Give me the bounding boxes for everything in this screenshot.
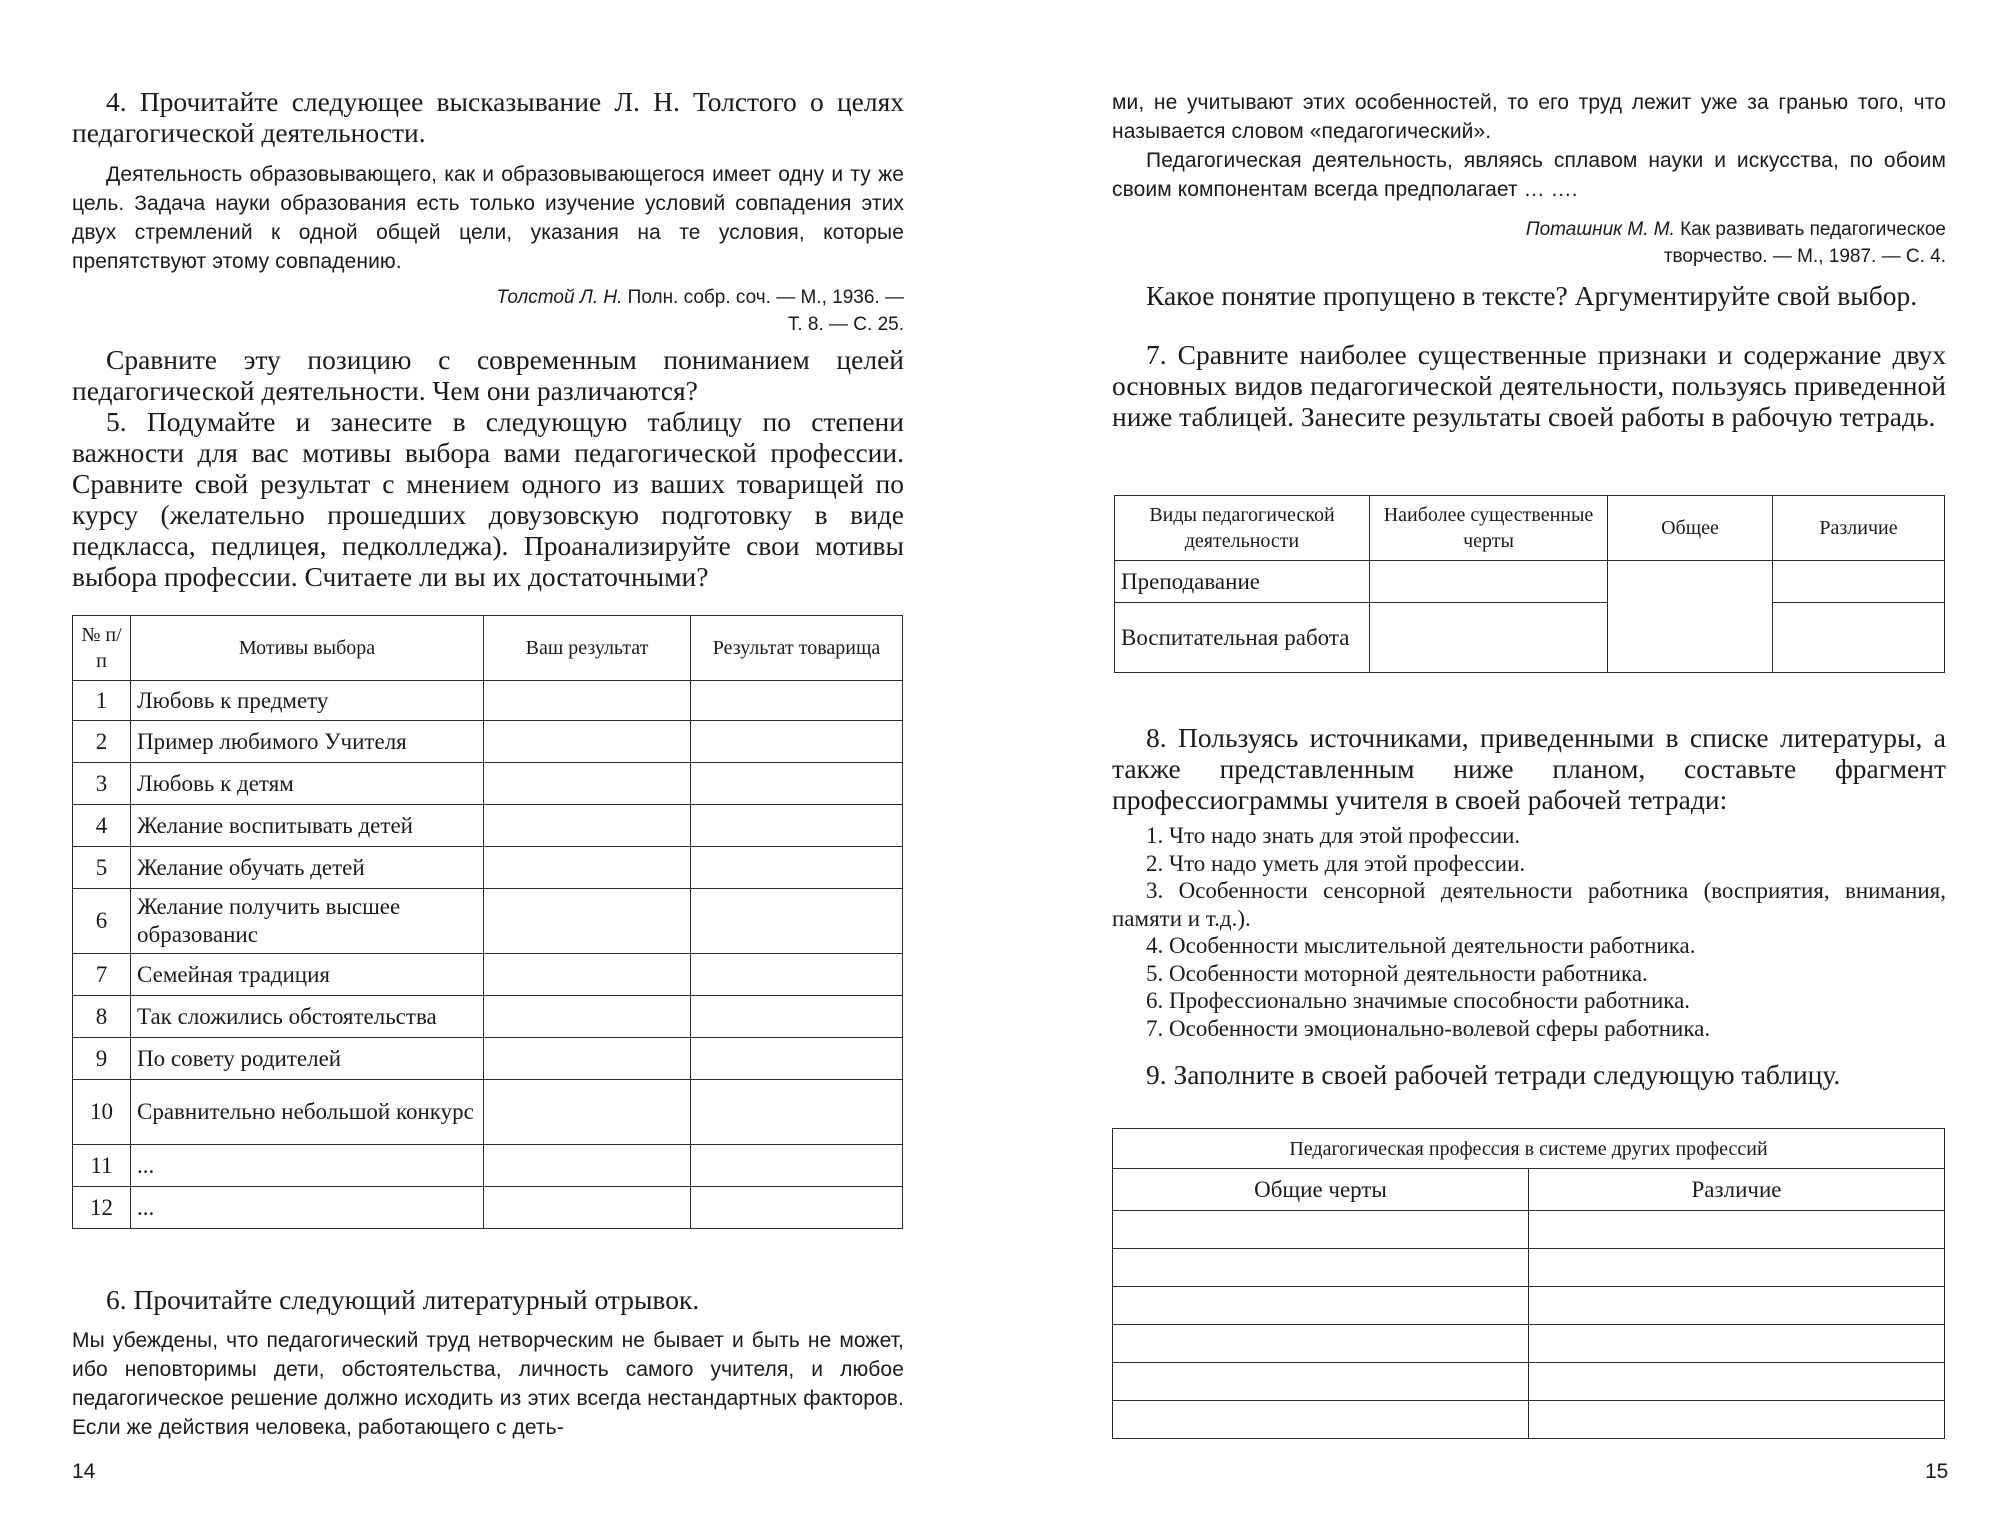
right-page — [1000, 0, 2000, 1524]
header-essential-features: Наиболее существенные черты — [1370, 496, 1608, 561]
table-row — [73, 763, 903, 805]
list-item: 6. Профессионально значимые способности работника. — [1146, 988, 1691, 1013]
profession-table — [1112, 1128, 1945, 1439]
cell-motive: Любовь к детям — [131, 763, 484, 805]
page-number-right: 15 — [1925, 1460, 1949, 1483]
cell-your-result — [484, 889, 691, 954]
table-row — [73, 805, 903, 847]
cell-your-result — [484, 805, 691, 847]
cell-number: 1 — [73, 681, 131, 721]
cell-number: 5 — [73, 847, 131, 889]
page-number-left: 14 — [72, 1460, 96, 1483]
cell-empty — [1773, 603, 1945, 673]
q5-text: 5. Подумайте и занесите в следующую таблицу по степени важности для вас мотивы выбора вами педагогической профессии. Сравните свой результат с мнением одного из ваших товарищей по курсу (желательно прошедших довузовскую подготовку в виде педкласса, педлицея, педколледжа). Проанализируйте свои мотивы выбора профессии. Считаете ли вы их достаточными? — [72, 406, 904, 592]
cell-friend-result — [691, 763, 903, 805]
q4-title: 4. Прочитайте следующее высказывание Л. Н. Толстого о целях педагогической деятельности. — [72, 86, 904, 148]
cell-empty — [1370, 603, 1608, 673]
cell-your-result — [484, 763, 691, 805]
header-activity-types: Виды педагогической деятельности — [1115, 496, 1370, 561]
cell-your-result — [484, 1187, 691, 1229]
header-number: № п/п — [73, 616, 131, 681]
cell-empty — [1529, 1287, 1945, 1325]
q6-continuation: ми, не учитывают этих особенностей, то его труд лежит уже за гранью того, что называется словом «педагогический». — [1112, 91, 1946, 143]
cell-empty — [1529, 1401, 1945, 1439]
cell-empty — [1529, 1249, 1945, 1287]
cell-friend-result — [691, 1145, 903, 1187]
cell-empty — [1113, 1249, 1529, 1287]
header-common: Общее — [1608, 496, 1773, 561]
cell-empty — [1113, 1211, 1529, 1249]
q4-compare: Сравните эту позицию с современным пониманием целей педагогической деятельности. Чем они различаются? — [72, 344, 904, 406]
cell-motive: Желание воспитывать детей — [131, 805, 484, 847]
q6-question: Какое понятие пропущено в тексте? Аргументируйте свой выбор. — [1146, 280, 1918, 311]
cell-empty — [1113, 1401, 1529, 1439]
table-row — [1113, 1287, 1945, 1325]
cell-number: 12 — [73, 1187, 131, 1229]
table-row — [1113, 1363, 1945, 1401]
cell-your-result — [484, 847, 691, 889]
cell-motive: Сравнительно небольшой конкурс — [131, 1080, 484, 1145]
cell-empty — [1529, 1325, 1945, 1363]
table-row — [73, 721, 903, 763]
cell-your-result — [484, 681, 691, 721]
cell-friend-result — [691, 1080, 903, 1145]
q8-list — [1112, 822, 1946, 1042]
cell-friend-result — [691, 847, 903, 889]
cell-friend-result — [691, 721, 903, 763]
cell-empty — [1113, 1363, 1529, 1401]
cell-number: 11 — [73, 1145, 131, 1187]
table-row — [73, 1187, 903, 1229]
cell-your-result — [484, 954, 691, 996]
header-common-features: Общие черты — [1113, 1169, 1529, 1211]
cell-friend-result — [691, 996, 903, 1038]
table-row — [1113, 1401, 1945, 1439]
table-row — [73, 1080, 903, 1145]
cell-friend-result — [691, 681, 903, 721]
table-row — [73, 889, 903, 954]
row-label-upbringing: Воспитательная работа — [1115, 603, 1370, 673]
table-row — [1115, 603, 1945, 673]
table-row — [73, 847, 903, 889]
list-item: 7. Особенности эмоционально-волевой сферы работника. — [1146, 1015, 1711, 1041]
list-item: 5. Особенности моторной деятельности работника. — [1146, 960, 1648, 986]
table-row — [73, 1145, 903, 1187]
cell-common-merged — [1608, 561, 1773, 673]
q4-cite-line1: Полн. собр. соч. — М., 1936. — — [627, 287, 904, 308]
table-row — [1113, 1249, 1945, 1287]
cell-empty — [1773, 561, 1945, 603]
cell-motive: Желание получить высшее образованис — [131, 889, 484, 954]
cell-friend-result — [691, 954, 903, 996]
table-row — [1113, 1211, 1945, 1249]
cell-your-result — [484, 1145, 691, 1187]
activity-table — [1114, 495, 1945, 673]
row-label-teaching: Преподавание — [1115, 561, 1370, 603]
cell-motive: Желание обучать детей — [131, 847, 484, 889]
q7-text: 7. Сравните наиболее существенные признаки и содержание двух основных видов педагогической деятельности, пользуясь приведенной ниже таблицей. Занесите результаты своей работы в рабочую тетрадь. — [1112, 339, 1946, 432]
cell-your-result — [484, 1038, 691, 1080]
q4-cite-author: Толстой Л. Н. — [496, 287, 623, 308]
cell-empty — [1529, 1211, 1945, 1249]
list-item: 4. Особенности мыслительной деятельности работника. — [1146, 933, 1696, 958]
q6-citation — [1112, 216, 1946, 270]
cell-number: 2 — [73, 721, 131, 763]
cell-motive: ... — [131, 1145, 484, 1187]
q6-title: 6. Прочитайте следующий литературный отрывок. — [106, 1284, 700, 1315]
table-row — [73, 1038, 903, 1080]
cell-number: 3 — [73, 763, 131, 805]
q4-quote: Деятельность образовывающего, как и образовывающегося имеет одну и ту же цель. Задача науки образования есть только изучение условий совпадения этих двух стремлений к одной общей цели, указания на те условия, которые препятствуют этому совпадению. — [72, 163, 904, 273]
cell-your-result — [484, 721, 691, 763]
q6-text2: Педагогическая деятельность, являясь сплавом науки и искусства, по обоим своим компонентам всегда предполагает … …. — [1112, 149, 1946, 201]
header-your-result: Ваш результат — [484, 616, 691, 681]
motives-table — [72, 615, 903, 1229]
list-item: 1. Что надо знать для этой профессии. — [1146, 823, 1521, 848]
cell-empty — [1113, 1325, 1529, 1363]
cell-your-result — [484, 1080, 691, 1145]
cell-number: 7 — [73, 954, 131, 996]
cell-friend-result — [691, 1187, 903, 1229]
q8-text: 8. Пользуясь источниками, приведенными в списке литературы, а также представленным ниже планом, составьте фрагмент профессиограммы учителя в своей рабочей тетради: — [1112, 722, 1946, 815]
cell-number: 9 — [73, 1038, 131, 1080]
cell-number: 4 — [73, 805, 131, 847]
cell-motive: Пример любимого Учителя — [131, 721, 484, 763]
cell-number: 10 — [73, 1080, 131, 1145]
cell-motive: Так сложились обстоятельства — [131, 996, 484, 1038]
cell-friend-result — [691, 1038, 903, 1080]
cell-motive: Семейная традиция — [131, 954, 484, 996]
list-item: 3. Особенности сенсорной деятельности работника (восприятия, внимания, памяти и т.д.). — [1112, 878, 1946, 931]
q9-text: 9. Заполните в своей рабочей тетради следующую таблицу. — [1146, 1059, 1841, 1090]
cell-empty — [1370, 561, 1608, 603]
header-differences: Различие — [1529, 1169, 1945, 1211]
cell-your-result — [484, 996, 691, 1038]
q6-text: Мы убеждены, что педагогический труд нетворческим не бывает и быть не может, ибо неповторимы дети, обстоятельства, личность самого учителя, и любое педагогическое решение должно исходить из этих всегда нестандартных факторов. Если же действия человека, работающего с деть- — [72, 1329, 904, 1439]
table-row — [1115, 561, 1945, 603]
cell-motive: Любовь к предмету — [131, 681, 484, 721]
motives-header-row — [73, 616, 903, 681]
activity-header-row — [1115, 496, 1945, 561]
profession-table-title: Педагогическая профессия в системе других профессий — [1113, 1129, 1945, 1169]
header-difference: Различие — [1773, 496, 1945, 561]
header-motives: Мотивы выбора — [131, 616, 484, 681]
q6-cite-line2: творчество. — М., 1987. — С. 4. — [1663, 246, 1946, 267]
profession-title-row — [1113, 1129, 1945, 1169]
cell-friend-result — [691, 805, 903, 847]
q4-cite-line2: Т. 8. — С. 25. — [787, 314, 904, 335]
profession-header-row — [1113, 1169, 1945, 1211]
cell-number: 6 — [73, 889, 131, 954]
list-item: 2. Что надо уметь для этой профессии. — [1146, 850, 1526, 876]
cell-motive: По совету родителей — [131, 1038, 484, 1080]
table-row — [1113, 1325, 1945, 1363]
table-row — [73, 954, 903, 996]
header-friend-result: Результат товарища — [691, 616, 903, 681]
cell-empty — [1113, 1287, 1529, 1325]
cell-number: 8 — [73, 996, 131, 1038]
q6-cite-line1: Как развивать педагогическое — [1680, 219, 1946, 240]
table-row — [73, 681, 903, 721]
cell-empty — [1529, 1363, 1945, 1401]
q4-citation — [72, 284, 904, 338]
cell-friend-result — [691, 889, 903, 954]
q6-cite-author: Поташник М. М. — [1525, 219, 1675, 240]
cell-motive: ... — [131, 1187, 484, 1229]
table-row — [73, 996, 903, 1038]
